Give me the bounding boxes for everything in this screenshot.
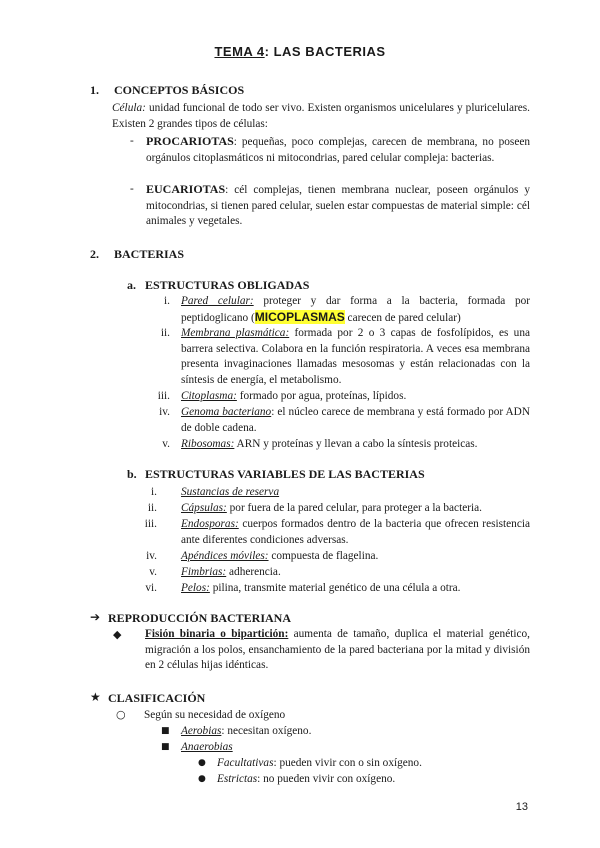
fision-binaria-item: Fisión binaria o bipartición: aumenta de tamaño, duplica el material genético, migración a los polos, ensanchamiento de la pared bacteriana por la mitad y división en 2 células hijas idénticas.	[145, 628, 530, 672]
roman-numeral: iii.	[144, 518, 157, 530]
diamond-bullet-icon: ◆	[113, 628, 122, 641]
square-bullet-icon: ■	[161, 726, 170, 736]
section-1-intro: Célula: unidad funcional de todo ser vivo. Existen organismos unicelulares y pluricelulares. Existen 2 grandes tipos de células:	[112, 102, 530, 130]
list-dash: -	[130, 183, 134, 195]
star-icon: ★	[90, 690, 101, 704]
roman-numeral: vi.	[145, 582, 157, 594]
roman-numeral: i.	[164, 295, 170, 307]
roman-numeral: v.	[149, 566, 157, 578]
item-endosporas: Endosporas: cuerpos formados dentro de la bacteria que ofrecen resistencia ante diferentes condiciones adversas.	[181, 518, 530, 546]
subsection-a-heading: a. ESTRUCTURAS OBLIGADAS	[127, 278, 310, 292]
item-genoma-bacteriano: Genoma bacteriano: el núcleo carece de membrana y está formado por ADN de doble cadena.	[181, 406, 530, 434]
item-pelos: Pelos: pilina, transmite material genético de una célula a otra.	[181, 582, 461, 594]
item-capsulas: Cápsulas: por fuera de la pared celular, para proteger a la bacteria.	[181, 502, 482, 514]
item-estrictas: Estrictas: no pueden vivir con oxígeno.	[217, 773, 396, 785]
item-membrana-plasmatica: Membrana plasmática: formada por 2 o 3 capas de fosfolípidos, es una barrera selectiva. Colabora en la función respiratoria. A veces esa membrana presenta invaginaciones llamadas mesosomas y están relacionadas con la síntesis de energía, el metabolismo.	[181, 327, 530, 386]
roman-numeral: i.	[151, 486, 157, 498]
section-2-heading: 2. BACTERIAS	[90, 247, 185, 261]
circle-bullet-icon: ○	[116, 708, 126, 721]
highlight-micoplasmas: MICOPLASMAS	[254, 309, 345, 324]
list-item-procariotas: PROCARIOTAS: pequeñas, poco complejas, carecen de membrana, no poseen orgánulos citoplasmáticos ni mitocondrias, pared celular compleja: bacterias.	[146, 134, 530, 164]
clasificacion-heading: CLASIFICACIÓN	[108, 691, 206, 705]
item-anaerobias: Anaerobias	[181, 741, 233, 753]
item-citoplasma: Citoplasma: formado por agua, proteínas, lípidos.	[181, 390, 407, 402]
square-bullet-icon: ■	[161, 742, 170, 752]
list-dash: -	[130, 135, 134, 147]
roman-numeral: iii.	[157, 390, 170, 402]
roman-numeral: v.	[162, 438, 170, 450]
roman-numeral: iv.	[146, 550, 157, 562]
subsection-b-heading: b. ESTRUCTURAS VARIABLES DE LAS BACTERIAS	[127, 467, 425, 481]
roman-numeral: ii.	[160, 327, 170, 339]
item-ribosomas: Ribosomas: ARN y proteínas y llevan a cabo la síntesis proteicas.	[181, 438, 478, 450]
oxigeno-subheading: Según su necesidad de oxígeno	[144, 709, 286, 721]
item-pared-celular: Pared celular: proteger y dar forma a la bacteria, formada por peptidoglicano (MICOPLASMAS carecen de pared celular)	[181, 295, 531, 324]
item-aerobias: Aerobias: necesitan oxígeno.	[181, 725, 312, 737]
item-facultativas: Facultativas: pueden vivir con o sin oxígeno.	[217, 757, 422, 769]
item-fimbrias: Fimbrias: adherencia.	[181, 566, 281, 578]
title-rest: : LAS BACTERIAS	[264, 44, 386, 59]
page-number: 13	[515, 801, 528, 813]
item-sustancias-reserva: Sustancias de reserva	[181, 486, 280, 498]
list-item-eucariotas: EUCARIOTAS: cél complejas, tienen membrana nuclear, poseen orgánulos y mitocondrias, si tienen pared celular, suelen estar compuestas de material simple: cél animales y vegetales.	[146, 182, 530, 228]
roman-numeral: iv.	[159, 406, 170, 418]
section-1-heading: 1. CONCEPTOS BÁSICOS	[90, 83, 245, 97]
item-apendices-moviles: Apéndices móviles: compuesta de flagelina.	[181, 550, 379, 562]
roman-numeral: ii.	[147, 502, 157, 514]
arrow-icon: ➔	[90, 610, 101, 624]
dot-bullet-icon: ●	[198, 774, 206, 784]
title-prefix: TEMA 4	[214, 44, 265, 59]
page-title	[0, 44, 600, 60]
dot-bullet-icon: ●	[198, 758, 206, 768]
reproduccion-heading: REPRODUCCIÓN BACTERIANA	[108, 611, 292, 625]
